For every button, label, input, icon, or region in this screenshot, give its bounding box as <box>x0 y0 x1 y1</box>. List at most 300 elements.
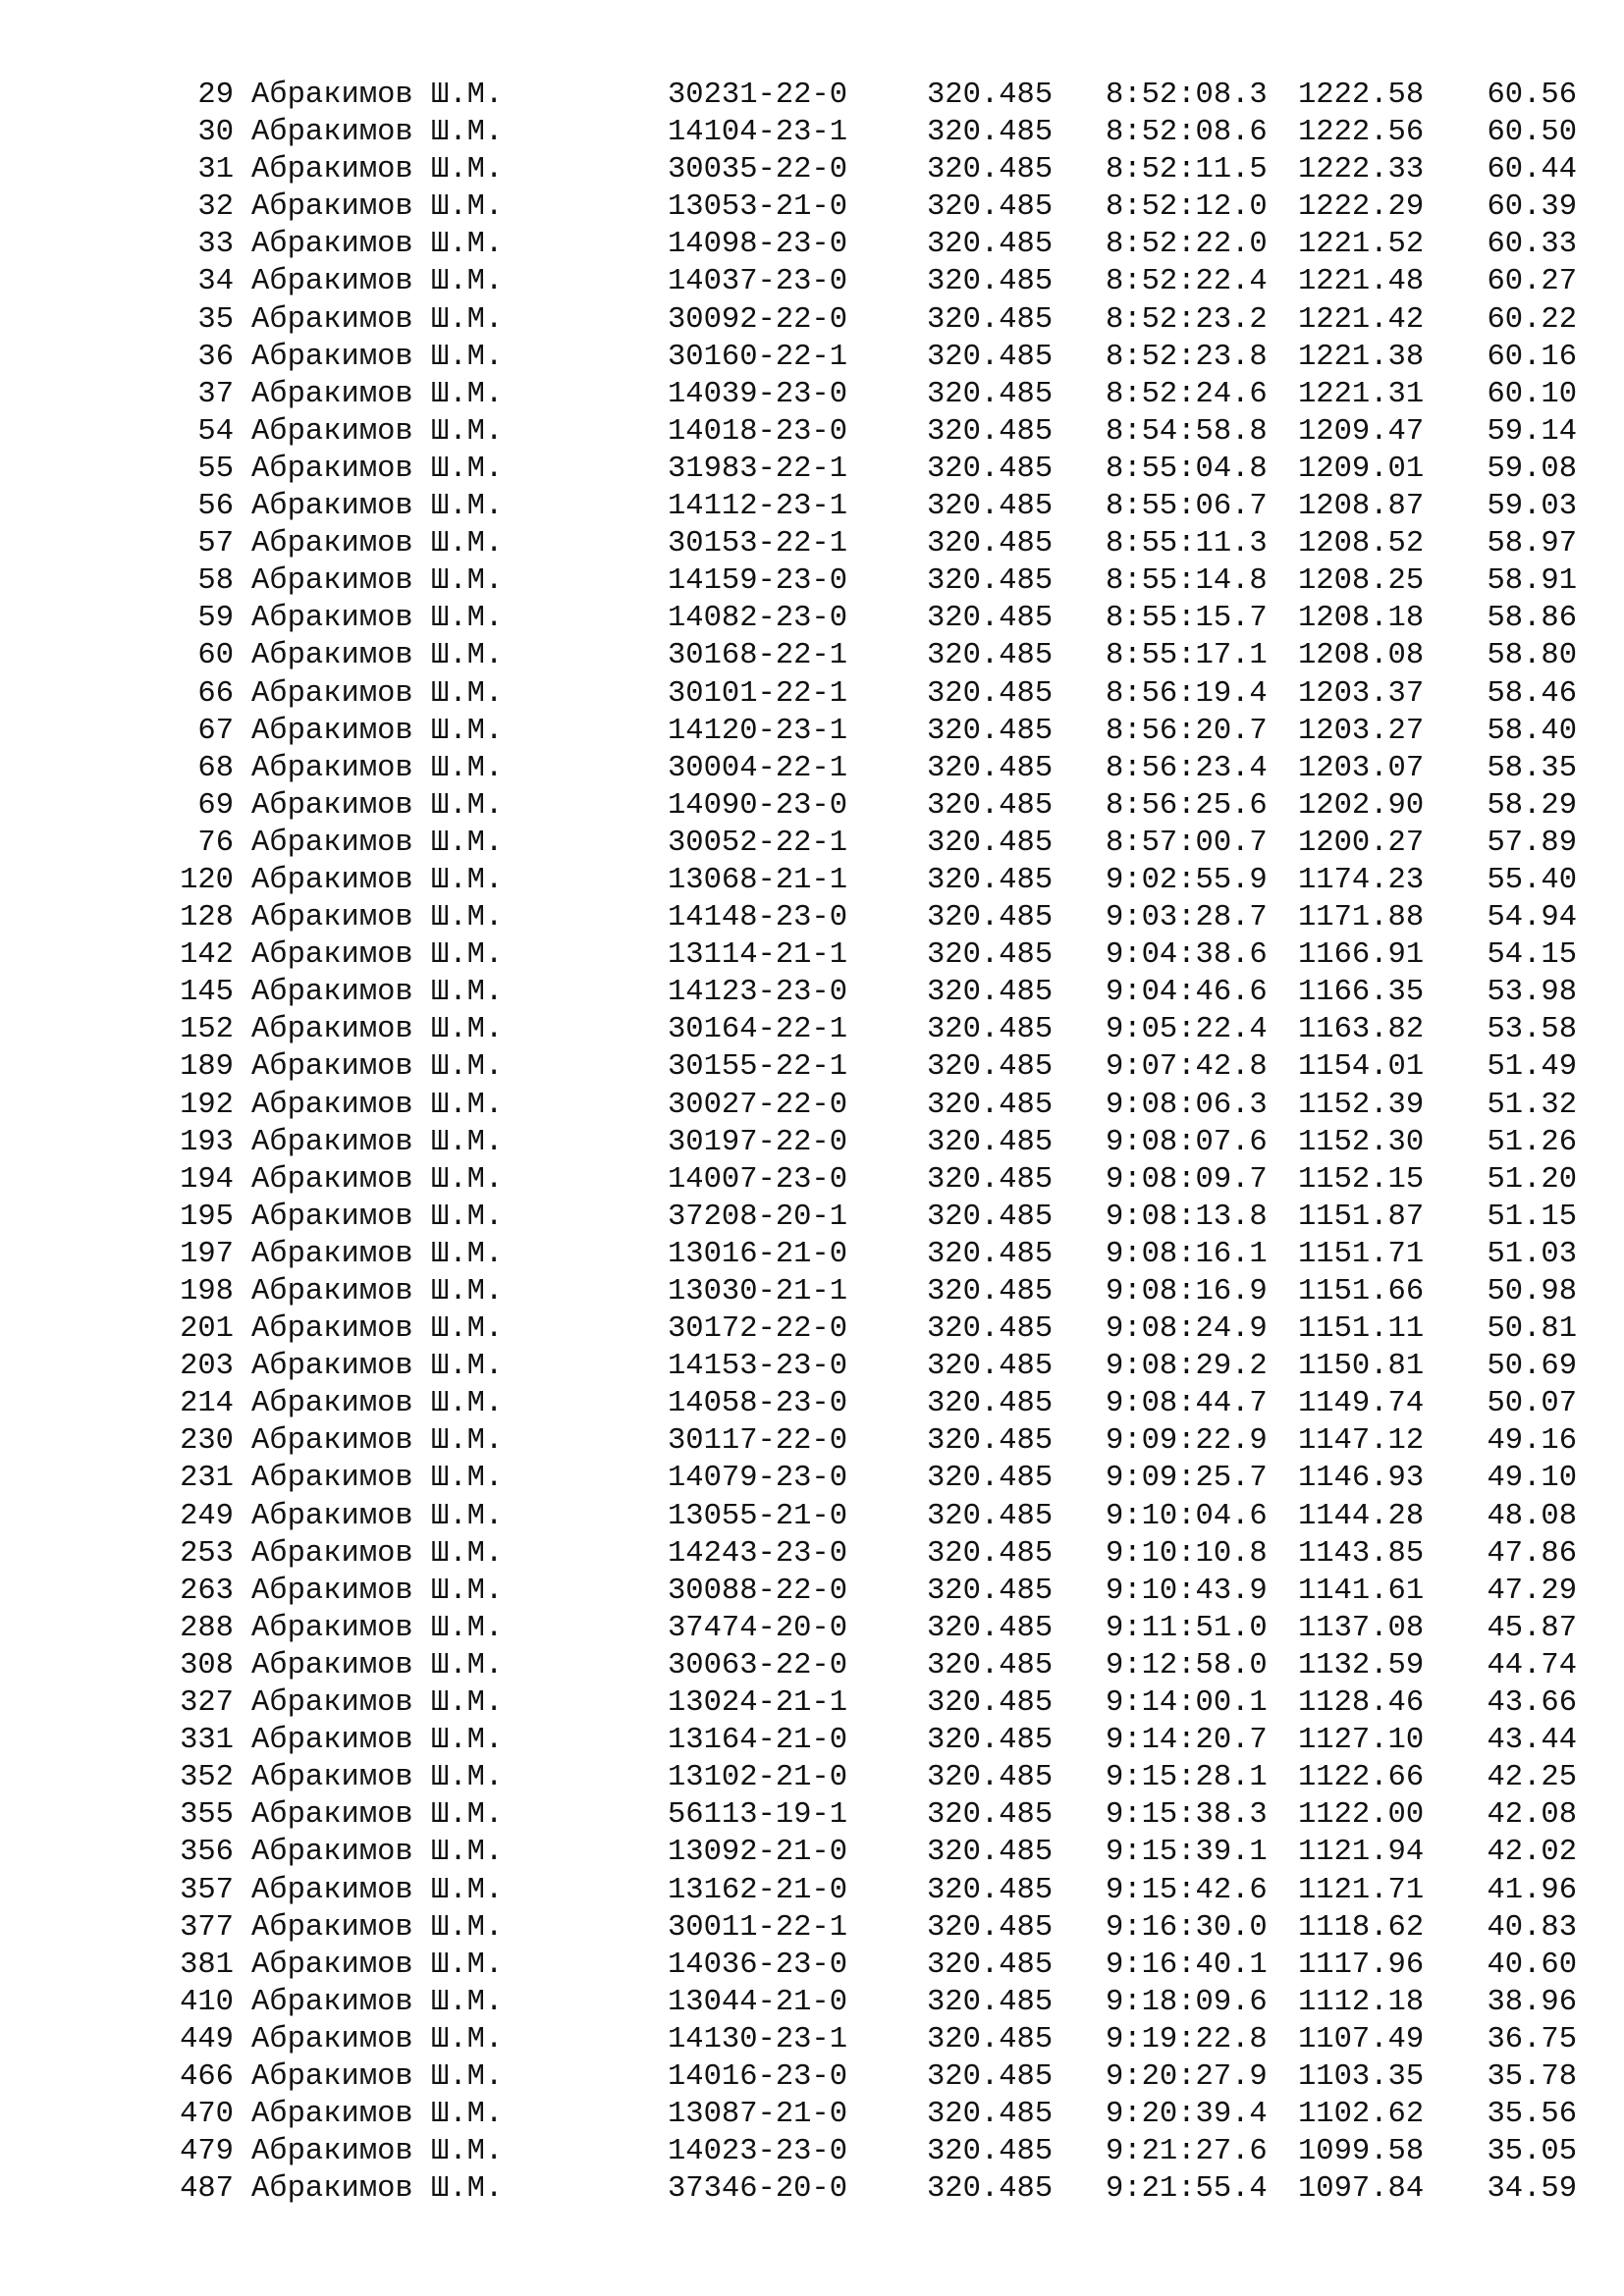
fancier-name-cell: Абракимов Ш.М. <box>251 676 504 711</box>
table-row <box>0 1872 1624 1909</box>
fancier-name-cell: Абракимов Ш.М. <box>251 602 504 636</box>
distance-cell: 320.485 <box>927 1536 1054 1571</box>
speed-cell: 1203.37 <box>1298 676 1425 711</box>
points-cell: 53.98 <box>1487 976 1577 1010</box>
distance-cell: 320.485 <box>927 1050 1054 1085</box>
arrival-time-cell: 9:20:27.9 <box>1106 2059 1268 2094</box>
fancier-name-cell: Абракимов Ш.М. <box>251 2022 504 2056</box>
fancier-name-cell: Абракимов Ш.М. <box>251 1013 504 1047</box>
table-row <box>0 974 1624 1011</box>
table-row <box>0 1236 1624 1273</box>
points-cell: 60.33 <box>1487 228 1577 262</box>
table-row <box>0 2170 1624 2208</box>
fancier-name-cell: Абракимов Ш.М. <box>251 826 504 860</box>
table-row <box>0 675 1624 713</box>
points-cell: 59.08 <box>1487 452 1577 486</box>
points-cell: 58.86 <box>1487 602 1577 636</box>
distance-cell: 320.485 <box>927 714 1054 748</box>
arrival-time-cell: 8:56:19.4 <box>1106 676 1268 711</box>
arrival-time-cell: 8:56:23.4 <box>1106 751 1268 785</box>
arrival-time-cell: 8:56:20.7 <box>1106 714 1268 748</box>
arrival-time-cell: 8:52:11.5 <box>1106 153 1268 187</box>
fancier-name-cell: Абракимов Ш.М. <box>251 863 504 897</box>
place-cell: 449 <box>180 2022 234 2056</box>
arrival-time-cell: 9:10:10.8 <box>1106 1536 1268 1571</box>
distance-cell: 320.485 <box>927 265 1054 299</box>
speed-cell: 1151.66 <box>1298 1275 1425 1308</box>
place-cell: 195 <box>180 1200 234 1234</box>
place-cell: 76 <box>197 826 234 860</box>
speed-cell: 1221.38 <box>1298 340 1425 374</box>
speed-cell: 1112.18 <box>1298 1985 1425 2019</box>
arrival-time-cell: 9:21:55.4 <box>1106 2172 1268 2207</box>
arrival-time-cell: 9:09:22.9 <box>1106 1424 1268 1459</box>
table-row <box>0 2058 1624 2096</box>
fancier-name-cell: Абракимов Ш.М. <box>251 1237 504 1271</box>
fancier-name-cell: Абракимов Ш.М. <box>251 1648 504 1682</box>
points-cell: 60.10 <box>1487 377 1577 411</box>
distance-cell: 320.485 <box>927 1350 1054 1384</box>
speed-cell: 1166.35 <box>1298 976 1425 1010</box>
arrival-time-cell: 8:55:17.1 <box>1106 639 1268 673</box>
arrival-time-cell: 9:10:04.6 <box>1106 1499 1268 1533</box>
points-cell: 47.29 <box>1487 1574 1577 1608</box>
table-row <box>0 1161 1624 1199</box>
points-cell: 51.20 <box>1487 1162 1577 1197</box>
points-cell: 51.49 <box>1487 1050 1577 1085</box>
table-row <box>0 1310 1624 1348</box>
speed-cell: 1209.47 <box>1298 414 1425 449</box>
arrival-time-cell: 9:21:27.6 <box>1106 2135 1268 2169</box>
speed-cell: 1097.84 <box>1298 2172 1425 2207</box>
place-cell: 487 <box>180 2172 234 2207</box>
fancier-name-cell: Абракимов Ш.М. <box>251 788 504 823</box>
fancier-name-cell: Абракимов Ш.М. <box>251 1424 504 1459</box>
ring-number-cell: 14153-23-0 <box>668 1350 848 1384</box>
ring-number-cell: 30092-22-0 <box>668 302 848 337</box>
arrival-time-cell: 9:08:16.1 <box>1106 1237 1268 1271</box>
speed-cell: 1174.23 <box>1298 863 1425 897</box>
place-cell: 355 <box>180 1798 234 1833</box>
points-cell: 42.02 <box>1487 1836 1577 1870</box>
table-row <box>0 77 1624 114</box>
speed-cell: 1209.01 <box>1298 452 1425 486</box>
fancier-name-cell: Абракимов Ш.М. <box>251 751 504 785</box>
fancier-name-cell: Абракимов Ш.М. <box>251 1798 504 1833</box>
speed-cell: 1128.46 <box>1298 1686 1425 1721</box>
table-row <box>0 451 1624 488</box>
ring-number-cell: 30035-22-0 <box>668 153 848 187</box>
ring-number-cell: 30011-22-1 <box>668 1910 848 1945</box>
ring-number-cell: 13068-21-1 <box>668 863 848 897</box>
fancier-name-cell: Абракимов Ш.М. <box>251 1125 504 1159</box>
points-cell: 60.44 <box>1487 153 1577 187</box>
speed-cell: 1099.58 <box>1298 2135 1425 2169</box>
ring-number-cell: 14098-23-0 <box>668 228 848 262</box>
table-row <box>0 862 1624 899</box>
distance-cell: 320.485 <box>927 1387 1054 1421</box>
speed-cell: 1141.61 <box>1298 1574 1425 1608</box>
fancier-name-cell: Абракимов Ш.М. <box>251 1724 504 1758</box>
distance-cell: 320.485 <box>927 751 1054 785</box>
table-row <box>0 114 1624 151</box>
fancier-name-cell: Абракимов Ш.М. <box>251 1050 504 1085</box>
place-cell: 189 <box>180 1050 234 1085</box>
points-cell: 58.35 <box>1487 751 1577 785</box>
fancier-name-cell: Абракимов Ш.М. <box>251 265 504 299</box>
points-cell: 60.22 <box>1487 302 1577 337</box>
ring-number-cell: 14120-23-1 <box>668 714 848 748</box>
place-cell: 128 <box>180 901 234 935</box>
distance-cell: 320.485 <box>927 1237 1054 1271</box>
place-cell: 57 <box>197 527 234 561</box>
points-cell: 50.07 <box>1487 1387 1577 1421</box>
place-cell: 31 <box>197 153 234 187</box>
ring-number-cell: 13102-21-0 <box>668 1761 848 1795</box>
distance-cell: 320.485 <box>927 1013 1054 1047</box>
place-cell: 142 <box>180 938 234 973</box>
speed-cell: 1151.71 <box>1298 1237 1425 1271</box>
distance-cell: 320.485 <box>927 1312 1054 1347</box>
speed-cell: 1221.52 <box>1298 228 1425 262</box>
distance-cell: 320.485 <box>927 116 1054 150</box>
arrival-time-cell: 9:16:30.0 <box>1106 1910 1268 1945</box>
table-row <box>0 151 1624 188</box>
arrival-time-cell: 9:03:28.7 <box>1106 901 1268 935</box>
place-cell: 32 <box>197 190 234 225</box>
distance-cell: 320.485 <box>927 2135 1054 2169</box>
fancier-name-cell: Абракимов Ш.М. <box>251 2059 504 2094</box>
distance-cell: 320.485 <box>927 2172 1054 2207</box>
fancier-name-cell: Абракимов Ш.М. <box>251 79 504 112</box>
distance-cell: 320.485 <box>927 1948 1054 1982</box>
ring-number-cell: 37208-20-1 <box>668 1200 848 1234</box>
arrival-time-cell: 9:19:22.8 <box>1106 2022 1268 2056</box>
arrival-time-cell: 9:05:22.4 <box>1106 1013 1268 1047</box>
ring-number-cell: 13016-21-0 <box>668 1237 848 1271</box>
fancier-name-cell: Абракимов Ш.М. <box>251 1910 504 1945</box>
points-cell: 59.14 <box>1487 414 1577 449</box>
place-cell: 37 <box>197 377 234 411</box>
place-cell: 410 <box>180 1985 234 2019</box>
place-cell: 66 <box>197 676 234 711</box>
place-cell: 54 <box>197 414 234 449</box>
place-cell: 36 <box>197 340 234 374</box>
points-cell: 40.60 <box>1487 1948 1577 1982</box>
distance-cell: 320.485 <box>927 340 1054 374</box>
place-cell: 58 <box>197 564 234 599</box>
fancier-name-cell: Абракимов Ш.М. <box>251 1873 504 1907</box>
fancier-name-cell: Абракимов Ш.М. <box>251 302 504 337</box>
fancier-name-cell: Абракимов Ш.М. <box>251 2172 504 2207</box>
place-cell: 30 <box>197 116 234 150</box>
points-cell: 49.10 <box>1487 1462 1577 1496</box>
place-cell: 194 <box>180 1162 234 1197</box>
place-cell: 120 <box>180 863 234 897</box>
speed-cell: 1208.87 <box>1298 490 1425 524</box>
points-cell: 35.78 <box>1487 2059 1577 2094</box>
ring-number-cell: 14036-23-0 <box>668 1948 848 1982</box>
distance-cell: 320.485 <box>927 1873 1054 1907</box>
ring-number-cell: 14130-23-1 <box>668 2022 848 2056</box>
distance-cell: 320.485 <box>927 1424 1054 1459</box>
table-row <box>0 1124 1624 1161</box>
arrival-time-cell: 8:52:12.0 <box>1106 190 1268 225</box>
arrival-time-cell: 9:08:06.3 <box>1106 1088 1268 1122</box>
speed-cell: 1200.27 <box>1298 826 1425 860</box>
points-cell: 60.27 <box>1487 265 1577 299</box>
table-row <box>0 1759 1624 1796</box>
distance-cell: 320.485 <box>927 1275 1054 1308</box>
arrival-time-cell: 9:07:42.8 <box>1106 1050 1268 1085</box>
distance-cell: 320.485 <box>927 863 1054 897</box>
table-row <box>0 1610 1624 1647</box>
points-cell: 59.03 <box>1487 490 1577 524</box>
distance-cell: 320.485 <box>927 153 1054 187</box>
points-cell: 54.15 <box>1487 938 1577 973</box>
table-row <box>0 600 1624 637</box>
speed-cell: 1149.74 <box>1298 1387 1425 1421</box>
place-cell: 152 <box>180 1013 234 1047</box>
table-row <box>0 1385 1624 1422</box>
distance-cell: 320.485 <box>927 788 1054 823</box>
arrival-time-cell: 9:02:55.9 <box>1106 863 1268 897</box>
distance-cell: 320.485 <box>927 1125 1054 1159</box>
distance-cell: 320.485 <box>927 564 1054 599</box>
ring-number-cell: 30197-22-0 <box>668 1125 848 1159</box>
place-cell: 68 <box>197 751 234 785</box>
speed-cell: 1150.81 <box>1298 1350 1425 1384</box>
place-cell: 331 <box>180 1724 234 1758</box>
ring-number-cell: 30101-22-1 <box>668 676 848 711</box>
points-cell: 42.25 <box>1487 1761 1577 1795</box>
fancier-name-cell: Абракимов Ш.М. <box>251 1985 504 2019</box>
place-cell: 377 <box>180 1910 234 1945</box>
ring-number-cell: 30153-22-1 <box>668 527 848 561</box>
fancier-name-cell: Абракимов Ш.М. <box>251 2098 504 2132</box>
arrival-time-cell: 9:04:38.6 <box>1106 938 1268 973</box>
table-row <box>0 1273 1624 1310</box>
table-row <box>0 825 1624 862</box>
table-row <box>0 562 1624 600</box>
points-cell: 43.66 <box>1487 1686 1577 1721</box>
distance-cell: 320.485 <box>927 1648 1054 1682</box>
table-row <box>0 1498 1624 1535</box>
points-cell: 58.29 <box>1487 788 1577 823</box>
place-cell: 263 <box>180 1574 234 1608</box>
speed-cell: 1121.71 <box>1298 1873 1425 1907</box>
points-cell: 60.16 <box>1487 340 1577 374</box>
place-cell: 56 <box>197 490 234 524</box>
speed-cell: 1222.29 <box>1298 190 1425 225</box>
points-cell: 51.32 <box>1487 1088 1577 1122</box>
speed-cell: 1208.25 <box>1298 564 1425 599</box>
ring-number-cell: 30160-22-1 <box>668 340 848 374</box>
distance-cell: 320.485 <box>927 1088 1054 1122</box>
table-row <box>0 1984 1624 2021</box>
speed-cell: 1118.62 <box>1298 1910 1425 1945</box>
place-cell: 249 <box>180 1499 234 1533</box>
fancier-name-cell: Абракимов Ш.М. <box>251 490 504 524</box>
speed-cell: 1163.82 <box>1298 1013 1425 1047</box>
points-cell: 53.58 <box>1487 1013 1577 1047</box>
table-row <box>0 525 1624 562</box>
place-cell: 203 <box>180 1350 234 1384</box>
place-cell: 230 <box>180 1424 234 1459</box>
distance-cell: 320.485 <box>927 639 1054 673</box>
table-row <box>0 413 1624 451</box>
arrival-time-cell: 9:20:39.4 <box>1106 2098 1268 2132</box>
arrival-time-cell: 8:55:11.3 <box>1106 527 1268 561</box>
arrival-time-cell: 8:52:22.4 <box>1106 265 1268 299</box>
speed-cell: 1144.28 <box>1298 1499 1425 1533</box>
speed-cell: 1221.48 <box>1298 265 1425 299</box>
place-cell: 253 <box>180 1536 234 1571</box>
ring-number-cell: 14007-23-0 <box>668 1162 848 1197</box>
ring-number-cell: 14037-23-0 <box>668 265 848 299</box>
distance-cell: 320.485 <box>927 602 1054 636</box>
place-cell: 381 <box>180 1948 234 1982</box>
place-cell: 193 <box>180 1125 234 1159</box>
place-cell: 327 <box>180 1686 234 1721</box>
speed-cell: 1202.90 <box>1298 788 1425 823</box>
arrival-time-cell: 9:18:09.6 <box>1106 1985 1268 2019</box>
arrival-time-cell: 9:08:13.8 <box>1106 1200 1268 1234</box>
place-cell: 55 <box>197 452 234 486</box>
ring-number-cell: 30117-22-0 <box>668 1424 848 1459</box>
table-row <box>0 1535 1624 1573</box>
points-cell: 58.40 <box>1487 714 1577 748</box>
table-row <box>0 1834 1624 1871</box>
place-cell: 466 <box>180 2059 234 2094</box>
ring-number-cell: 30088-22-0 <box>668 1574 848 1608</box>
fancier-name-cell: Абракимов Ш.М. <box>251 116 504 150</box>
place-cell: 192 <box>180 1088 234 1122</box>
speed-cell: 1171.88 <box>1298 901 1425 935</box>
table-row <box>0 1460 1624 1497</box>
points-cell: 55.40 <box>1487 863 1577 897</box>
place-cell: 308 <box>180 1648 234 1682</box>
distance-cell: 320.485 <box>927 826 1054 860</box>
distance-cell: 320.485 <box>927 527 1054 561</box>
arrival-time-cell: 9:15:42.6 <box>1106 1873 1268 1907</box>
place-cell: 352 <box>180 1761 234 1795</box>
speed-cell: 1117.96 <box>1298 1948 1425 1982</box>
arrival-time-cell: 8:52:22.0 <box>1106 228 1268 262</box>
place-cell: 470 <box>180 2098 234 2132</box>
arrival-time-cell: 9:08:16.9 <box>1106 1275 1268 1308</box>
speed-cell: 1203.27 <box>1298 714 1425 748</box>
fancier-name-cell: Абракимов Ш.М. <box>251 1162 504 1197</box>
fancier-name-cell: Абракимов Ш.М. <box>251 377 504 411</box>
place-cell: 197 <box>180 1237 234 1271</box>
speed-cell: 1103.35 <box>1298 2059 1425 2094</box>
arrival-time-cell: 9:08:07.6 <box>1106 1125 1268 1159</box>
distance-cell: 320.485 <box>927 1686 1054 1721</box>
points-cell: 58.91 <box>1487 564 1577 599</box>
distance-cell: 320.485 <box>927 1611 1054 1645</box>
distance-cell: 320.485 <box>927 2059 1054 2094</box>
distance-cell: 320.485 <box>927 1910 1054 1945</box>
arrival-time-cell: 8:52:23.2 <box>1106 302 1268 337</box>
distance-cell: 320.485 <box>927 976 1054 1010</box>
distance-cell: 320.485 <box>927 490 1054 524</box>
table-row <box>0 1422 1624 1460</box>
table-row <box>0 1684 1624 1722</box>
speed-cell: 1208.52 <box>1298 527 1425 561</box>
distance-cell: 320.485 <box>927 1985 1054 2019</box>
ring-number-cell: 13087-21-0 <box>668 2098 848 2132</box>
table-row <box>0 1348 1624 1385</box>
distance-cell: 320.485 <box>927 901 1054 935</box>
ring-number-cell: 14148-23-0 <box>668 901 848 935</box>
ring-number-cell: 56113-19-1 <box>668 1798 848 1833</box>
table-row <box>0 1647 1624 1684</box>
distance-cell: 320.485 <box>927 302 1054 337</box>
ring-number-cell: 30004-22-1 <box>668 751 848 785</box>
arrival-time-cell: 8:55:14.8 <box>1106 564 1268 599</box>
distance-cell: 320.485 <box>927 2098 1054 2132</box>
ring-number-cell: 14018-23-0 <box>668 414 848 449</box>
place-cell: 35 <box>197 302 234 337</box>
place-cell: 198 <box>180 1275 234 1308</box>
ring-number-cell: 14058-23-0 <box>668 1387 848 1421</box>
table-row <box>0 1048 1624 1086</box>
fancier-name-cell: Абракимов Ш.М. <box>251 527 504 561</box>
place-cell: 34 <box>197 265 234 299</box>
points-cell: 43.44 <box>1487 1724 1577 1758</box>
ring-number-cell: 13044-21-0 <box>668 1985 848 2019</box>
points-cell: 50.98 <box>1487 1275 1577 1308</box>
distance-cell: 320.485 <box>927 676 1054 711</box>
fancier-name-cell: Абракимов Ш.М. <box>251 1462 504 1496</box>
distance-cell: 320.485 <box>927 190 1054 225</box>
fancier-name-cell: Абракимов Ш.М. <box>251 414 504 449</box>
fancier-name-cell: Абракимов Ш.М. <box>251 190 504 225</box>
points-cell: 34.59 <box>1487 2172 1577 2207</box>
table-row <box>0 1909 1624 1947</box>
fancier-name-cell: Абракимов Ш.М. <box>251 1836 504 1870</box>
ring-number-cell: 30172-22-0 <box>668 1312 848 1347</box>
arrival-time-cell: 8:55:04.8 <box>1106 452 1268 486</box>
speed-cell: 1127.10 <box>1298 1724 1425 1758</box>
arrival-time-cell: 9:16:40.1 <box>1106 1948 1268 1982</box>
place-cell: 59 <box>197 602 234 636</box>
table-row <box>0 1573 1624 1610</box>
arrival-time-cell: 9:14:20.7 <box>1106 1724 1268 1758</box>
fancier-name-cell: Абракимов Ш.М. <box>251 714 504 748</box>
ring-number-cell: 37346-20-0 <box>668 2172 848 2207</box>
distance-cell: 320.485 <box>927 1836 1054 1870</box>
points-cell: 60.56 <box>1487 79 1577 112</box>
points-cell: 60.39 <box>1487 190 1577 225</box>
ring-number-cell: 30027-22-0 <box>668 1088 848 1122</box>
speed-cell: 1222.58 <box>1298 79 1425 112</box>
fancier-name-cell: Абракимов Ш.М. <box>251 901 504 935</box>
ring-number-cell: 13114-21-1 <box>668 938 848 973</box>
fancier-name-cell: Абракимов Ш.М. <box>251 1275 504 1308</box>
points-cell: 51.26 <box>1487 1125 1577 1159</box>
fancier-name-cell: Абракимов Ш.М. <box>251 1686 504 1721</box>
points-cell: 38.96 <box>1487 1985 1577 2019</box>
fancier-name-cell: Абракимов Ш.М. <box>251 340 504 374</box>
points-cell: 40.83 <box>1487 1910 1577 1945</box>
table-row <box>0 488 1624 525</box>
table-row <box>0 899 1624 936</box>
table-row <box>0 1796 1624 1834</box>
speed-cell: 1221.31 <box>1298 377 1425 411</box>
fancier-name-cell: Абракимов Ш.М. <box>251 1350 504 1384</box>
